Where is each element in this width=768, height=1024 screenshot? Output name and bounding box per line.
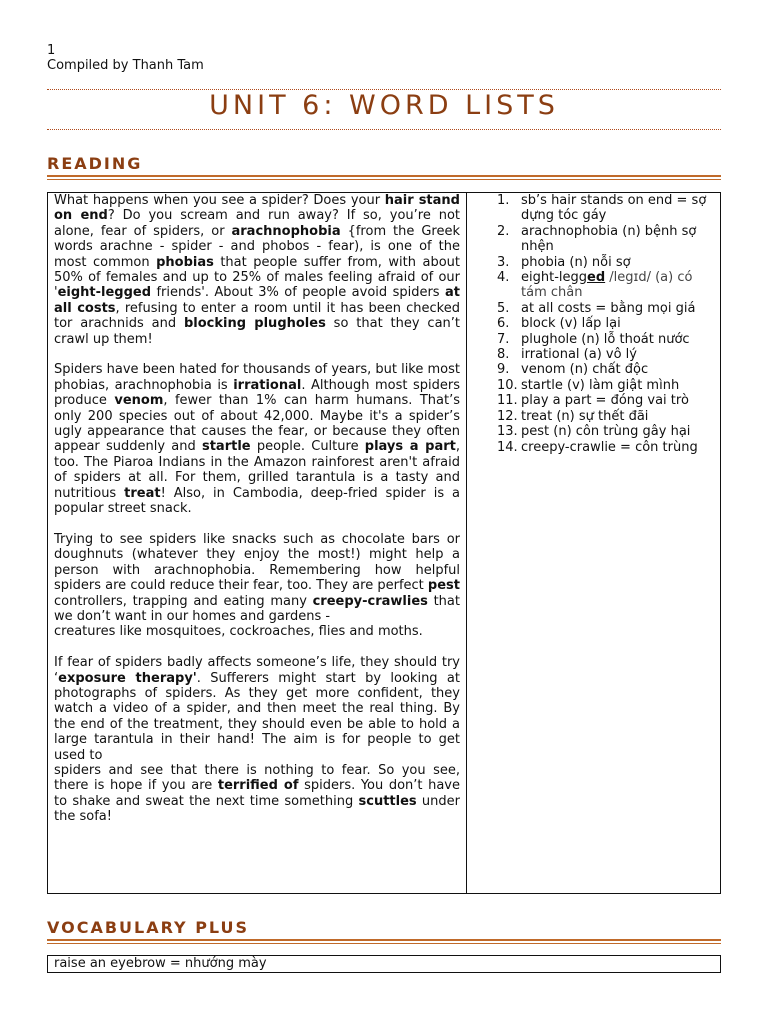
vocab-text: venom (n) chất độc	[521, 362, 649, 378]
key-term: creepy-crawlies	[312, 593, 428, 609]
vocab-item	[497, 347, 714, 362]
vocab-item	[497, 362, 714, 377]
vocab-text: block (v) lấp lại	[521, 316, 621, 332]
vocab-text: irrational (a) vô lý	[521, 347, 637, 363]
vocabulary-plus-box: raise an eyebrow = nhướng mày	[47, 955, 721, 973]
vocab-number: 10.	[497, 377, 518, 393]
vocab-item	[497, 378, 714, 393]
vocab-number: 1.	[497, 193, 510, 208]
key-term: irrational	[233, 377, 302, 393]
vocab-item	[497, 424, 714, 439]
key-term: pest	[427, 578, 460, 594]
vocab-text: eight-legged /legɪd/ (a) có tám chân	[521, 270, 693, 301]
vocab-item	[497, 409, 714, 424]
vocab-text: play a part = đóng vai trò	[521, 393, 689, 409]
section-heading-vocabulary-plus: VOCABULARY PLUS	[47, 918, 250, 937]
vocab-number: 7.	[497, 331, 510, 347]
vocab-item	[497, 316, 714, 331]
key-term: scuttles	[358, 793, 417, 809]
key-term: startle	[201, 439, 251, 455]
vocabulary-column	[467, 193, 720, 893]
passage-paragraph: Trying to see spiders like snacks such as chocolate bars or doughnuts (whatever they enjoy the most!) might help a person with arachnophobia. Remembering how helpful spiders are could reduce their fear, too. They are perfect pest controllers, trapping and eating many creepy-crawlies that we don’t want in our homes and gardens - creatures like mosquitoes, cockroaches, flies and moths.	[54, 531, 460, 640]
vocab-number: 12.	[497, 408, 518, 424]
vocab-number: 9.	[497, 362, 510, 378]
key-term: at all costs	[54, 285, 460, 316]
vocab-number: 2.	[497, 223, 510, 239]
key-term: ed	[587, 270, 606, 286]
key-term: exposure therapy'	[58, 670, 197, 686]
vocab-text: plughole (n) lỗ thoát nước	[521, 331, 690, 347]
vocab-item	[497, 393, 714, 408]
vocab-item	[497, 224, 714, 255]
page-title: UNIT 6: WORD LISTS	[209, 90, 559, 121]
vocab-number: 13.	[497, 424, 518, 440]
key-term: plays a part	[364, 439, 456, 455]
vocab-text: creepy-crawlie = côn trùng	[521, 439, 698, 455]
vocab-text: sb’s hair stands on end = sợ dựng tóc gáy	[521, 193, 707, 224]
vocab-number: 11.	[497, 393, 518, 409]
key-term: venom	[114, 393, 164, 409]
vocab-number: 4.	[497, 270, 510, 286]
section-heading-reading: READING	[47, 154, 143, 173]
passage-paragraph: What happens when you see a spider? Does your hair stand on end? Do you scream and run away? If so, you’re not alone, fear of spiders, or arachnophobia {from the Greek words arachne - spider - and phobos - fear), is one of the most common phobias that people suffer from, with about 50% of females and up to 25% of males feeling afraid of our 'eight-legged friends'. About 3% of people avoid spiders at all costs, refusing to enter a room until it has been checked tor arachnids and blocking plugholes so that they can’t crawl up them!	[54, 193, 461, 347]
vocab-item	[497, 193, 714, 224]
vocab-number: 3.	[497, 254, 510, 270]
compiled-by: Compiled by Thanh Tam	[47, 58, 204, 73]
vocab-text: treat (n) sự thết đãi	[521, 408, 649, 424]
passage-paragraph: Spiders have been hated for thousands of years, but like most phobias, arachnophobia is irrational. Although most spiders produce venom, fewer than 1% can harm humans. That’s only 200 species out of about 42,000. Maybe it's a spider’s ugly appearance that causes the fear, or because they often appear suddenly and startle people. Culture plays a part, too. The Piaroa Indians in the Amazon rainforest aren't afraid of spiders at all. For them, grilled tarantula is a tasty and nutritious treat! Also, in Cambodia, deep-fried spider is a popular street snack.	[54, 362, 460, 517]
vocab-item	[497, 301, 714, 316]
key-term: phobias	[156, 254, 214, 270]
vocab-text: phobia (n) nỗi sợ	[521, 254, 631, 270]
vocab-number: 8.	[497, 347, 510, 363]
passage-paragraph: If fear of spiders badly affects someone’s life, they should try ‘exposure therapy'. Sufferers might start by looking at photographs of spiders. As they get more confident, they watch a video of a spider, and then meet the real thing. By the end of the treatment, they should even be able to hold a large tarantula in their hand! The aim is for people to get used to spiders and see that there is nothing to fear. So you see, there is hope if you are terrified of spiders. You don’t have to shake and sweat the next time something scuttles under the sofa!	[54, 655, 460, 825]
vocab-list	[497, 193, 714, 455]
reading-passage	[48, 193, 467, 893]
key-term: arachnophobia	[231, 223, 341, 239]
key-term: eight-legged	[57, 285, 152, 301]
vocab-item	[497, 255, 714, 270]
page-number: 1	[47, 43, 56, 58]
vocab-text: at all costs = bằng mọi giá	[521, 300, 696, 316]
key-term: terrified of	[217, 778, 299, 794]
vocab-item	[497, 332, 714, 347]
key-term: treat	[124, 485, 161, 501]
section-rule-reading	[47, 175, 721, 180]
reading-table	[47, 192, 721, 894]
key-term: blocking plugholes	[183, 316, 326, 332]
vocab-number: 6.	[497, 316, 510, 332]
vocab-text: pest (n) côn trùng gây hại	[521, 424, 691, 440]
section-rule-vocabulary-plus	[47, 939, 721, 944]
vocab-item	[497, 270, 714, 301]
vocab-text: arachnophobia (n) bệnh sợ nhện	[521, 223, 697, 255]
title-bottom-divider	[47, 129, 721, 130]
vocab-number: 14.	[497, 439, 518, 455]
vocab-item	[497, 440, 714, 455]
vocab-text: startle (v) làm giật mình	[521, 377, 680, 393]
vocab-number: 5.	[497, 300, 510, 316]
key-term: hair stand on end	[54, 193, 460, 224]
